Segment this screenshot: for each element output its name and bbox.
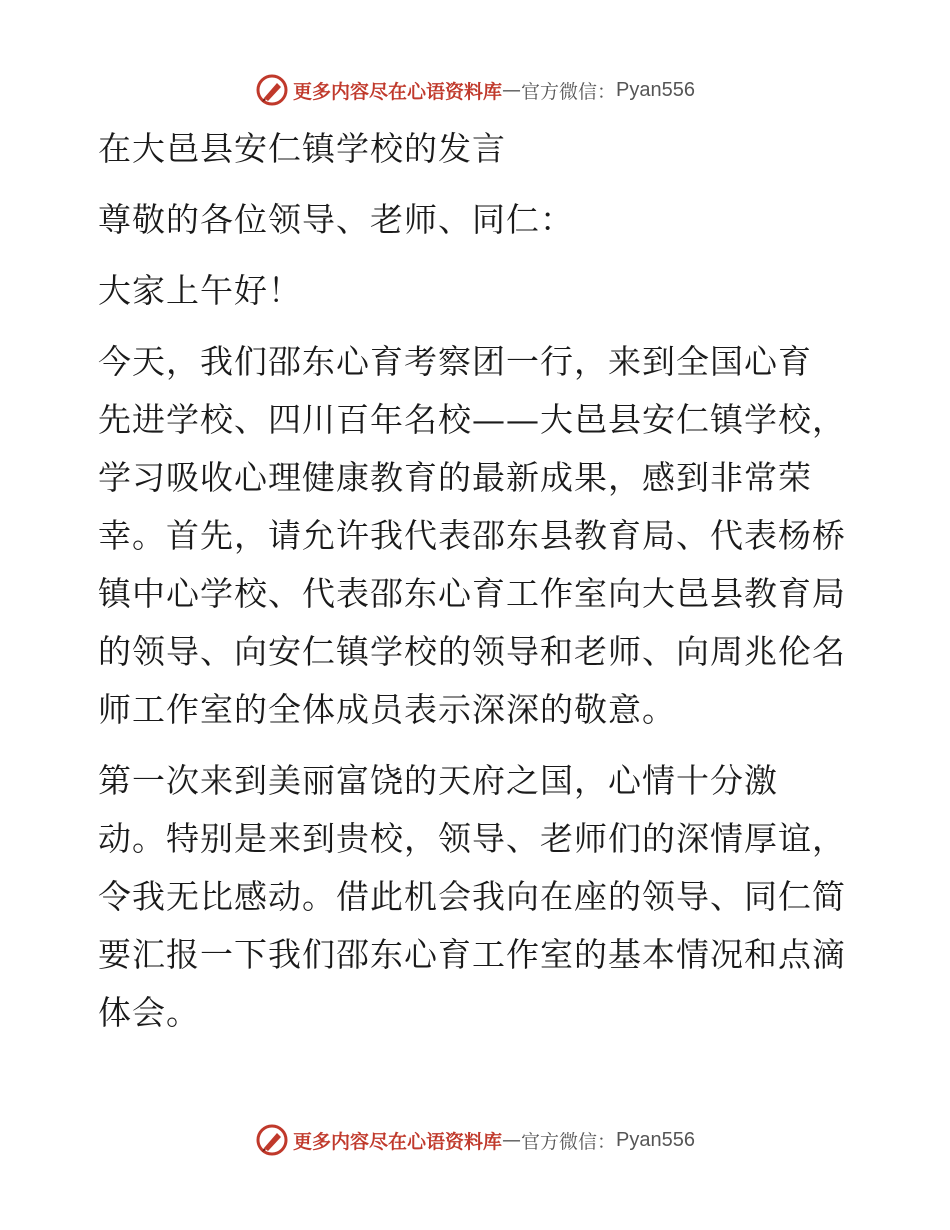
pen-logo-icon xyxy=(255,1123,289,1157)
greeting: 大家上午好！ xyxy=(98,271,302,310)
header-watermark xyxy=(0,70,950,110)
paragraph-line: 师工作室的全体成员表示深深的敬意。 xyxy=(98,690,676,729)
paragraph-line: 要汇报一下我们邵东心育工作室的基本情况和点滴 xyxy=(98,935,846,974)
pen-logo-icon xyxy=(255,73,289,107)
paragraph-line: 令我无比感动。借此机会我向在座的领导、同仁简 xyxy=(98,877,846,916)
paragraph-line: 体会。 xyxy=(98,993,200,1032)
salutation: 尊敬的各位领导、老师、同仁： xyxy=(98,200,574,239)
footer-watermark xyxy=(0,1120,950,1160)
watermark-contact-id: Pyan556 xyxy=(616,78,695,101)
paragraph-line: 幸。首先，请允许我代表邵东县教育局、代表杨桥 xyxy=(98,516,846,555)
paragraph-2 xyxy=(98,752,858,1042)
watermark-separator: — xyxy=(502,1129,522,1151)
paragraph-line: 学习吸收心理健康教育的最新成果，感到非常荣 xyxy=(98,458,812,497)
paragraph-line: 先进学校、四川百年名校——大邑县安仁镇学校， xyxy=(98,400,846,439)
paragraph-line: 动。特别是来到贵校，领导、老师们的深情厚谊， xyxy=(98,819,846,858)
watermark-main-text: 更多内容尽在心语资料库 xyxy=(293,80,503,103)
document-body xyxy=(98,120,858,1042)
paragraph-line: 今天，我们邵东心育考察团一行，来到全国心育 xyxy=(98,342,812,381)
watermark-separator: — xyxy=(502,79,522,101)
watermark-contact-id: Pyan556 xyxy=(616,1128,695,1151)
paragraph-line: 第一次来到美丽富饶的天府之国，心情十分激 xyxy=(98,761,778,800)
paragraph-1 xyxy=(98,333,858,739)
paragraph-line: 的领导、向安仁镇学校的领导和老师、向周兆伦名 xyxy=(98,632,846,671)
watermark-contact-label: 官方微信： xyxy=(521,1130,617,1153)
document-title: 在大邑县安仁镇学校的发言 xyxy=(98,129,506,168)
paragraph-line: 镇中心学校、代表邵东心育工作室向大邑县教育局 xyxy=(98,574,846,613)
watermark-main-text: 更多内容尽在心语资料库 xyxy=(293,1130,503,1153)
watermark-contact-label: 官方微信： xyxy=(521,80,617,103)
